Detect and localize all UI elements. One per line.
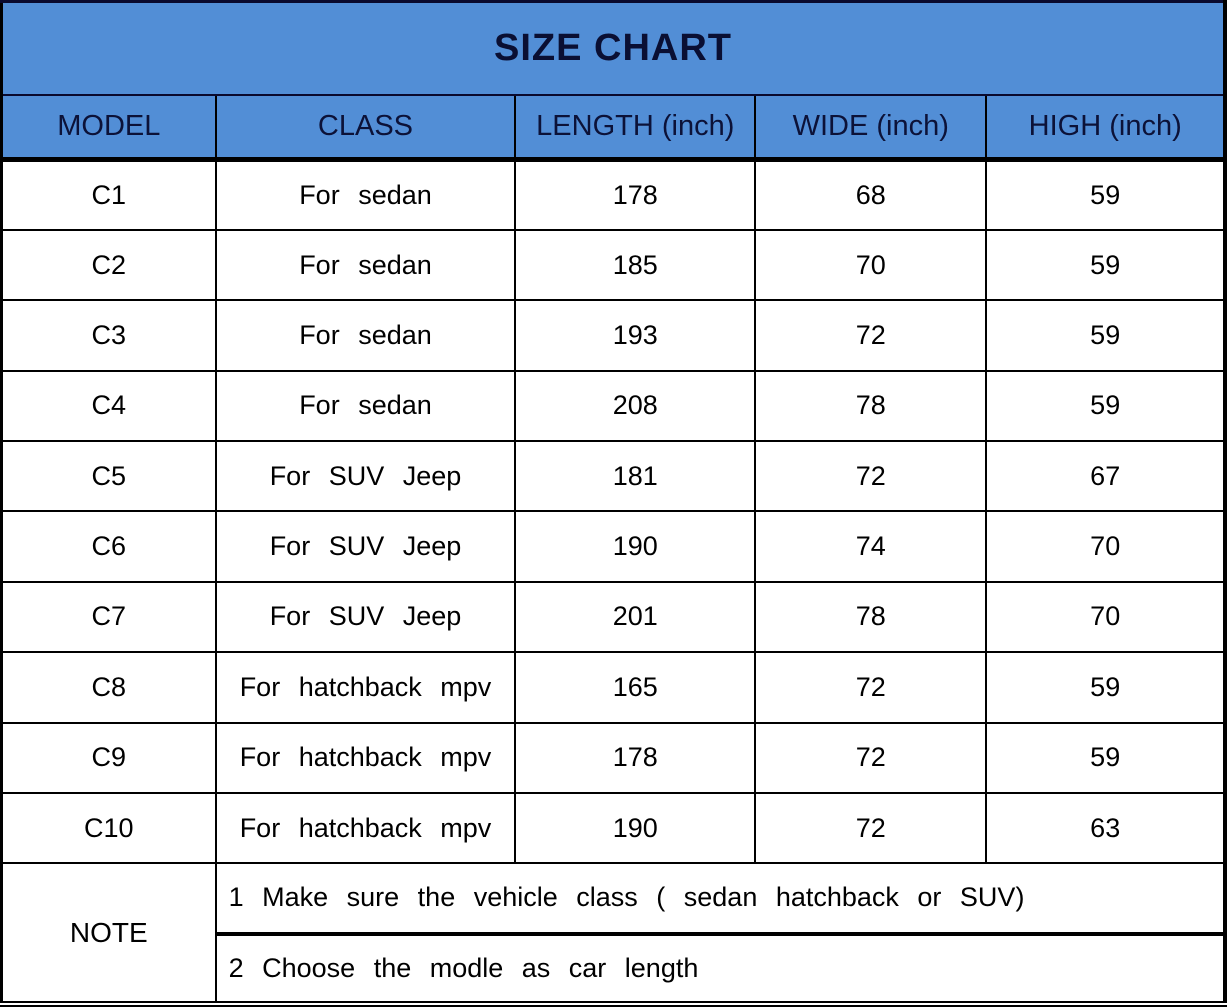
cell-length: 190 (515, 511, 755, 581)
column-header-class: CLASS (216, 95, 516, 160)
table-row (2, 441, 1226, 511)
note-item-2: 2 Choose the modle as car length (216, 934, 1225, 1004)
cell-model: C3 (2, 300, 216, 370)
cell-high: 63 (986, 793, 1225, 863)
cell-model: C5 (2, 441, 216, 511)
table-row (2, 511, 1226, 581)
cell-model: C4 (2, 371, 216, 441)
cell-length: 190 (515, 793, 755, 863)
cell-model: C7 (2, 582, 216, 652)
cell-length: 185 (515, 230, 755, 300)
cell-wide: 68 (755, 160, 986, 230)
cell-high: 59 (986, 371, 1225, 441)
column-header-high: HIGH (inch) (986, 95, 1225, 160)
title-row (2, 2, 1226, 95)
table-row (2, 723, 1226, 793)
table-body (2, 160, 1226, 864)
cell-high: 70 (986, 582, 1225, 652)
column-header-wide: WIDE (inch) (755, 95, 986, 160)
cell-wide: 78 (755, 582, 986, 652)
cell-length: 181 (515, 441, 755, 511)
cell-wide: 74 (755, 511, 986, 581)
cell-high: 59 (986, 723, 1225, 793)
cell-high: 67 (986, 441, 1225, 511)
table-row (2, 230, 1226, 300)
table-row (2, 582, 1226, 652)
table-row (2, 652, 1226, 722)
cell-length: 165 (515, 652, 755, 722)
cell-class: For hatchback mpv (216, 652, 516, 722)
cell-length: 193 (515, 300, 755, 370)
cell-wide: 72 (755, 793, 986, 863)
note-section (2, 863, 1226, 1004)
table-row (2, 300, 1226, 370)
cell-length: 178 (515, 723, 755, 793)
cell-high: 59 (986, 230, 1225, 300)
cell-wide: 70 (755, 230, 986, 300)
cell-model: C2 (2, 230, 216, 300)
cell-model: C6 (2, 511, 216, 581)
cell-high: 59 (986, 160, 1225, 230)
table-row (2, 160, 1226, 230)
cell-wide: 72 (755, 300, 986, 370)
cell-high: 59 (986, 652, 1225, 722)
cell-model: C1 (2, 160, 216, 230)
cell-high: 59 (986, 300, 1225, 370)
cell-class: For sedan (216, 300, 516, 370)
cell-class: For sedan (216, 160, 516, 230)
note-item-1: 1 Make sure the vehicle class ( sedan hatchback or SUV) (216, 863, 1225, 933)
cell-class: For hatchback mpv (216, 793, 516, 863)
cell-wide: 72 (755, 441, 986, 511)
column-header-length: LENGTH (inch) (515, 95, 755, 160)
cell-length: 208 (515, 371, 755, 441)
table-row (2, 371, 1226, 441)
page-title: SIZE CHART (2, 2, 1226, 95)
note-label: NOTE (2, 863, 216, 1004)
cell-model: C10 (2, 793, 216, 863)
cell-class: For hatchback mpv (216, 723, 516, 793)
cell-wide: 78 (755, 371, 986, 441)
cell-class: For SUV Jeep (216, 582, 516, 652)
cell-length: 178 (515, 160, 755, 230)
column-header-model: MODEL (2, 95, 216, 160)
cell-wide: 72 (755, 723, 986, 793)
cell-class: For sedan (216, 230, 516, 300)
column-header-row (2, 95, 1226, 160)
cell-length: 201 (515, 582, 755, 652)
cell-class: For SUV Jeep (216, 511, 516, 581)
cell-model: C9 (2, 723, 216, 793)
cell-model: C8 (2, 652, 216, 722)
cell-wide: 72 (755, 652, 986, 722)
cell-high: 70 (986, 511, 1225, 581)
table-row (2, 793, 1226, 863)
note-row (2, 863, 1226, 933)
cell-class: For SUV Jeep (216, 441, 516, 511)
cell-class: For sedan (216, 371, 516, 441)
